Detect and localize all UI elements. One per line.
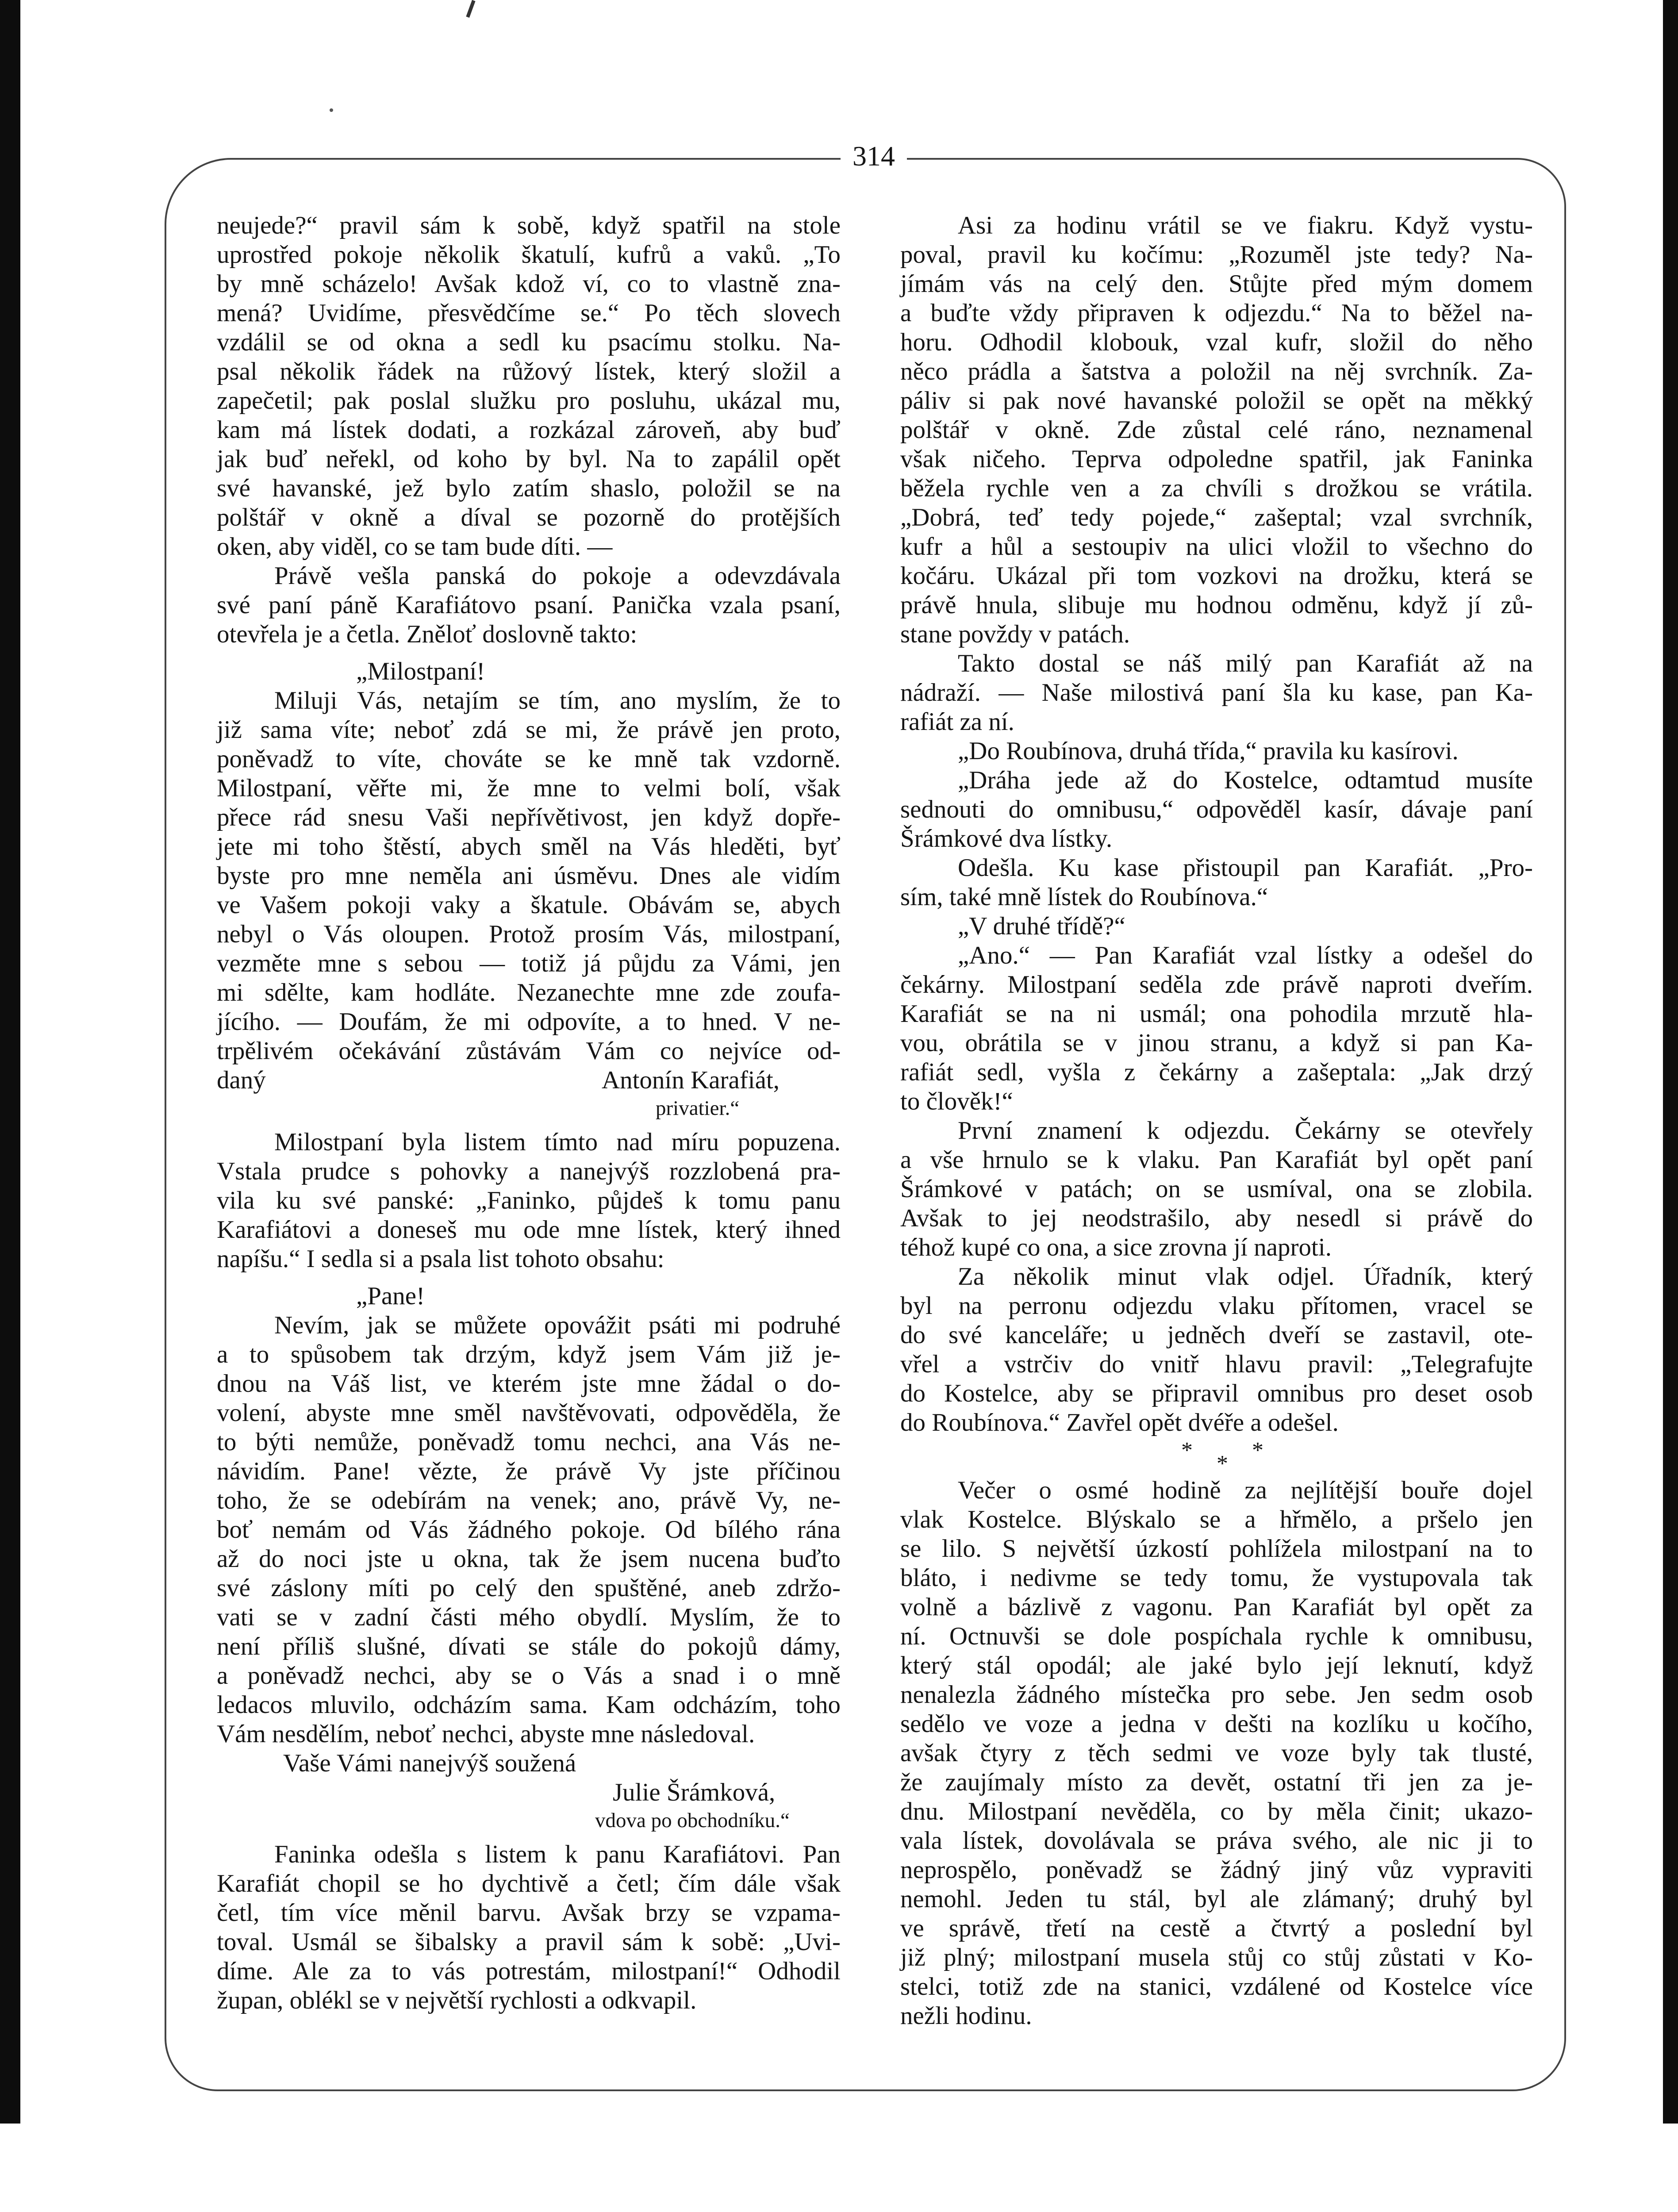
text-line: Avšak to jej neodstrašilo, aby nesedl si právě do [900,1204,1533,1232]
paragraph [900,853,1533,912]
paragraph [900,1476,1533,2031]
text-line: „Dobrá, teď tedy pojede,“ zašeptal; vzal svrchník, [900,503,1533,531]
text-line: vala lístek, dovolávala se práva svého, ale nic ji to [900,1827,1533,1855]
text-line: Miluji Vás, netajím se tím, ano myslím, že to [274,687,841,714]
text-line: volně a bázlivě z vagonu. Pan Karafiát byl opět za [900,1593,1533,1621]
text-line: byl na perronu odjezdu vlaku přítomen, vracel se [900,1292,1533,1320]
text-line: ledacos mluvilo, odcházím sama. Kam odcházím, toho [217,1691,841,1719]
asterisk: * [1181,1438,1193,1463]
text-line: ve správě, třetí na cestě a čtvrtý a poslední byl [900,1914,1533,1942]
text-line: přece rád snesu Vaši nepřívětivost, jen když dopře- [217,803,841,831]
text-line: jak buď neřekl, od koho by byl. Na to zapálil opět [217,445,841,473]
text-line: mená? Uvidíme, přesvědčíme se.“ Po těch slovech [217,299,841,327]
text-line: Odešla. Ku kase přistoupil pan Karafiát. „Pro- [958,854,1533,882]
scan-mark [466,0,475,18]
paragraph [217,1311,841,1749]
letter-closing: Vaše Vámi nanejvýš soužená [283,1749,576,1777]
text-line: stane povždy v patách. [900,620,1130,648]
text-line: vati se v zadní části mého obydlí. Myslím, že to [217,1603,841,1631]
paragraph [900,912,1533,941]
text-line: běžela rychle ven a za chvíli s drožkou se vrátila. [900,474,1533,502]
text-line: a vše hrnulo se k vlaku. Pan Karafiát byl opět paní [900,1146,1533,1174]
text-line: nenalezla žádného místečka pro sebe. Jen sedm osob [900,1681,1533,1709]
text-line: že zaujímaly místo za devět, ostatní tři jen za je- [900,1768,1533,1796]
text-line: do své kanceláře; u jedněch dveří se zastavil, ote- [900,1321,1533,1349]
text-line: župan, oblékl se v největší rychlosti a odkvapil. [217,1986,697,2014]
letter-signature: Antonín Karafiát, [602,1066,780,1094]
text-line: vlak Kostelce. Blýskalo se a hřmělo, a pršelo jen [900,1505,1533,1533]
text-line: Šrámkové dva lístky. [900,825,1113,853]
text-line: sím, také mně lístek do Roubínova.“ [900,883,1268,911]
text-line: vou, obrátila se v jinou stranu, a když si pan Ka- [900,1029,1533,1057]
section-divider-asterisks [900,1437,1533,1476]
text-line: Za několik minut vlak odjel. Úřadník, který [958,1263,1533,1290]
text-line: který stál opodál; ale jaké bylo její leknutí, když [900,1651,1533,1679]
text-line: to býti nemůže, poněvadž tomu nechci, ana Vás ne- [217,1428,841,1456]
signature-note: vdova po obchodníku.“ [595,1809,790,1832]
paragraph [217,686,841,1095]
text-line: Nevím, jak se můžete opovážit psáti mi podruhé [274,1311,841,1339]
text-line: Karafiát chopil se ho dychtivě a četl; čím dále však [217,1870,841,1897]
text-line: vila ku své panské: „Faninko, půjdeš k tomu panu [217,1187,841,1214]
left-column [217,211,841,2015]
paragraph [900,649,1533,737]
scan-edge-left [0,0,20,2124]
text-line: nežli hodinu. [900,2002,1032,2030]
text-line: vřel a vstrčiv do vnitř hlavu pravil: „Telegrafujte [900,1350,1533,1378]
text-line: dnou na Váš list, ve kterém jste mne žádal o do- [217,1370,841,1398]
text-line: horu. Odhodil klobouk, vzal kufr, složil do něho [900,328,1533,356]
text-line: Takto dostal se náš milý pan Karafiát až na [958,649,1533,677]
text-line: avšak čtyry z těch sedmi ve voze byly tak tlusté, [900,1739,1533,1767]
text-line: sednouti do omnibusu,“ odpověděl kasír, dávaje paní [900,795,1533,823]
text-line: psal několik řádek na růžový lístek, který složil a [217,357,841,385]
text-line: Šrámkové v patách; on se usmíval, ona se zlobila. [900,1175,1533,1203]
text-line: mi sdělte, kam hodláte. Nezanechte mne zde zoufa- [217,979,841,1006]
text-line: oken, aby viděl, co se tam bude díti. — [217,533,613,561]
asterisk: * [1217,1451,1228,1476]
text-line: ve Vašem pokoji vaky a škatule. Obávám se, abych [217,891,841,919]
text-line: by mně scházelo! Avšak kdož ví, co to vlastně zna- [217,270,841,298]
text-line: Karafiátovi a doneseš mu ode mne lístek, který ihned [217,1216,841,1244]
text-line: volení, abyste mne směl navštěvovati, odpověděla, že [217,1399,841,1427]
scan-speck [330,108,333,112]
paragraph [900,737,1533,766]
text-line: až do noci jste u okna, tak že jsem nucena buďto [217,1545,841,1573]
paragraph [900,1116,1533,1262]
text-line: daný [217,1066,266,1094]
text-line: kočáru. Ukázal při tom vozkovi na drožku, která se [900,562,1533,590]
text-line: něco prádla a šatstva a položil na něj svrchník. Za- [900,357,1533,385]
text-line: neujede?“ pravil sám k sobě, když spatřil na stole [217,211,841,239]
text-line: se lilo. S největší úzkostí pohlížela milostpaní na to [900,1535,1533,1563]
paragraph [900,941,1533,1116]
text-line: páliv si pak nové havanské položil se opět na měkký [900,387,1533,415]
text-line: téhož kupé co ona, a sice zrovna jí naproti. [900,1233,1332,1261]
text-line: kufr a hůl a sestoupiv na ulici vložil to všechno do [900,533,1533,561]
text-line: jete mi toho štěstí, abych směl na Vás hleděti, byť [217,833,841,860]
paragraph [900,766,1533,853]
text-line: jímám vás na celý den. Stůjte před mým domem [900,270,1533,298]
text-line: vzdálil se od okna a sedl ku psacímu stolku. Na- [217,328,841,356]
text-line: toval. Usmál se šibalsky a pravil sám k sobě: „Uvi- [217,1928,841,1956]
text-line: Karafiát se na ni usmál; ona pohodila mrzutě hla- [900,1000,1533,1028]
paragraph [900,1262,1533,1437]
text-line: dnu. Milostpaní nevěděla, co by měla činit; ukazo- [900,1797,1533,1825]
text-line: rafiát sedl, vyšla z čekárny a zašeptala: „Jak drzý [900,1058,1533,1086]
text-line: zapečetil; pak poslal služku pro posluhu, ukázal mu, [217,387,841,415]
text-line: do Kostelce, aby se připravil omnibus pro deset osob [900,1379,1533,1407]
text-line: uprostřed pokoje několik škatulí, kufrů a vaků. „To [217,241,841,269]
text-line: čekárny. Milostpaní seděla zde právě naproti dveřím. [900,971,1533,998]
paragraph [217,211,841,561]
paragraph [217,1128,841,1274]
asterisk: * [1252,1438,1263,1463]
signature-note: privatier.“ [656,1097,740,1120]
text-line: polštář v okně a díval se pozorně do protějších [217,503,841,531]
text-line: Právě vešla panská do pokoje a odevzdávala [274,562,841,590]
text-line: a buďte vždy připraven k odjezdu.“ Na to běžel na- [900,299,1533,327]
text-line: Asi za hodinu vrátil se ve fiakru. Když vystu- [958,211,1533,239]
text-line: polštář v okně. Zde zůstal celé ráno, neznamenal [900,416,1533,444]
text-line: Milostpaní byla listem tímto nad míru popuzena. [274,1128,841,1156]
text-line: Faninka odešla s listem k panu Karafiátovi. Pan [274,1840,841,1868]
text-line: jícího. — Doufám, že mi odpovíte, a to hned. V ne- [217,1008,841,1036]
text-line: bláto, i nedivme se tedy tomu, že vystupovala tak [900,1564,1533,1592]
text-line: boť nemám od Vás žádného pokoje. Od bílého rána [217,1516,841,1544]
text-line: „Ano.“ — Pan Karafiát vzal lístky a odešel do [958,941,1533,969]
right-column [900,211,1533,2031]
letter-salutation: „Pane! [356,1282,425,1310]
text-line: „V druhé třídě?“ [958,912,1125,940]
letter-salutation: „Milostpaní! [356,657,485,685]
text-line: ní. Octnuvši se dole pospíchala rychle k omnibusu, [900,1622,1533,1650]
paragraph [900,211,1533,649]
scan-edge-right [1663,0,1678,2124]
text-line: nebyl o Vás oloupen. Protož prosím Vás, milostpaní, [217,920,841,948]
text-line: kam má lístek dodati, a rozkázal zároveň, aby buď [217,416,841,444]
page-number: 314 [852,140,895,172]
text-line: již plný; milostpaní musela stůj co stůj zůstati v Ko- [900,1943,1533,1971]
text-line: však ničeho. Teprva odpoledne spatřil, jak Faninka [900,445,1533,473]
text-line: a poněvadž nechci, aby se o Vás a snad i o mně [217,1662,841,1690]
text-line: trpělivém očekávání zůstávám Vám co nejvíce od- [217,1037,841,1065]
text-line: stelci, totiž zde na stanici, vzdálené od Kostelce více [900,1973,1533,2001]
paragraph [217,1840,841,2015]
paragraph [217,561,841,649]
text-line: sedělo ve voze a jedna v dešti na kozlíku u kočího, [900,1710,1533,1738]
text-line: své záslony míti po celý den spuštěné, aneb zdržo- [217,1574,841,1602]
text-line: to člověk!“ [900,1087,1013,1115]
text-line: poval, pravil ku kočímu: „Rozuměl jste tedy? Na- [900,241,1533,269]
text-line: nemohl. Jeden tu stál, byl ale zlámaný; druhý byl [900,1885,1533,1913]
letter-signature: Julie Šrámková, [613,1778,776,1806]
text-line: Milostpaní, věřte mi, že mne to velmi bolí, však [217,774,841,802]
text-line: své havanské, jež bylo zatím shaslo, položil se na [217,474,841,502]
text-line: již sama víte; neboť zdá se mi, že právě jen proto, [217,716,841,744]
text-line: nádraží. — Naše milostivá paní šla ku kase, pan Ka- [900,679,1533,707]
text-line: četl, tím více měnil barvu. Avšak brzy se vzpama- [217,1899,841,1927]
text-line: Večer o osmé hodině za nejlítější bouře dojel [958,1476,1533,1504]
text-line: První znamení k odjezdu. Čekárny se otevřely [958,1117,1533,1144]
text-line: „Do Roubínova, druhá třída,“ pravila ku kasírovi. [958,737,1459,765]
text-line: Vstala prudce s pohovky a nanejvýš rozzlobená pra- [217,1157,841,1185]
text-line: není příliš slušné, dívati se stále do pokojů dámy, [217,1632,841,1660]
text-line: rafiát za ní. [900,708,1014,736]
text-line: neprospělo, poněvadž se žádný jiný vůz vypraviti [900,1856,1533,1884]
text-line: své paní páně Karafiátovo psaní. Panička vzala psaní, [217,591,841,619]
text-line: návidím. Pane! vězte, že právě Vy jste příčinou [217,1457,841,1485]
text-line: Vám nesdělím, neboť nechci, abyste mne následoval. [217,1720,755,1748]
text-line: a to spůsobem tak drzým, když jsem Vám již je- [217,1340,841,1368]
text-line: „Dráha jede až do Kostelce, odtamtud musíte [958,766,1533,794]
text-line: napíšu.“ I sedla si a psala list tohoto obsahu: [217,1245,664,1273]
text-line: do Roubínova.“ Zavřel opět dvéře a odešel. [900,1409,1339,1436]
text-line: poněvadž to víte, chováte se ke mně tak vzdorně. [217,745,841,773]
text-line: byste pro mne neměla ani úsměvu. Dnes ale vidím [217,862,841,890]
text-line: právě hnula, slibuje mu hodnou odměnu, když jí zů- [900,591,1533,619]
text-line: toho, že se odebírám na venek; ano, právě Vy, ne- [217,1486,841,1514]
text-line: díme. Ale za to vás potrestám, milostpaní!“ Odhodil [217,1957,841,1985]
text-line: vezměte mne s sebou — totiž já půjdu za Vámi, jen [217,949,841,977]
text-line: otevřela je a četla. Zněloť doslovně takto: [217,620,637,648]
